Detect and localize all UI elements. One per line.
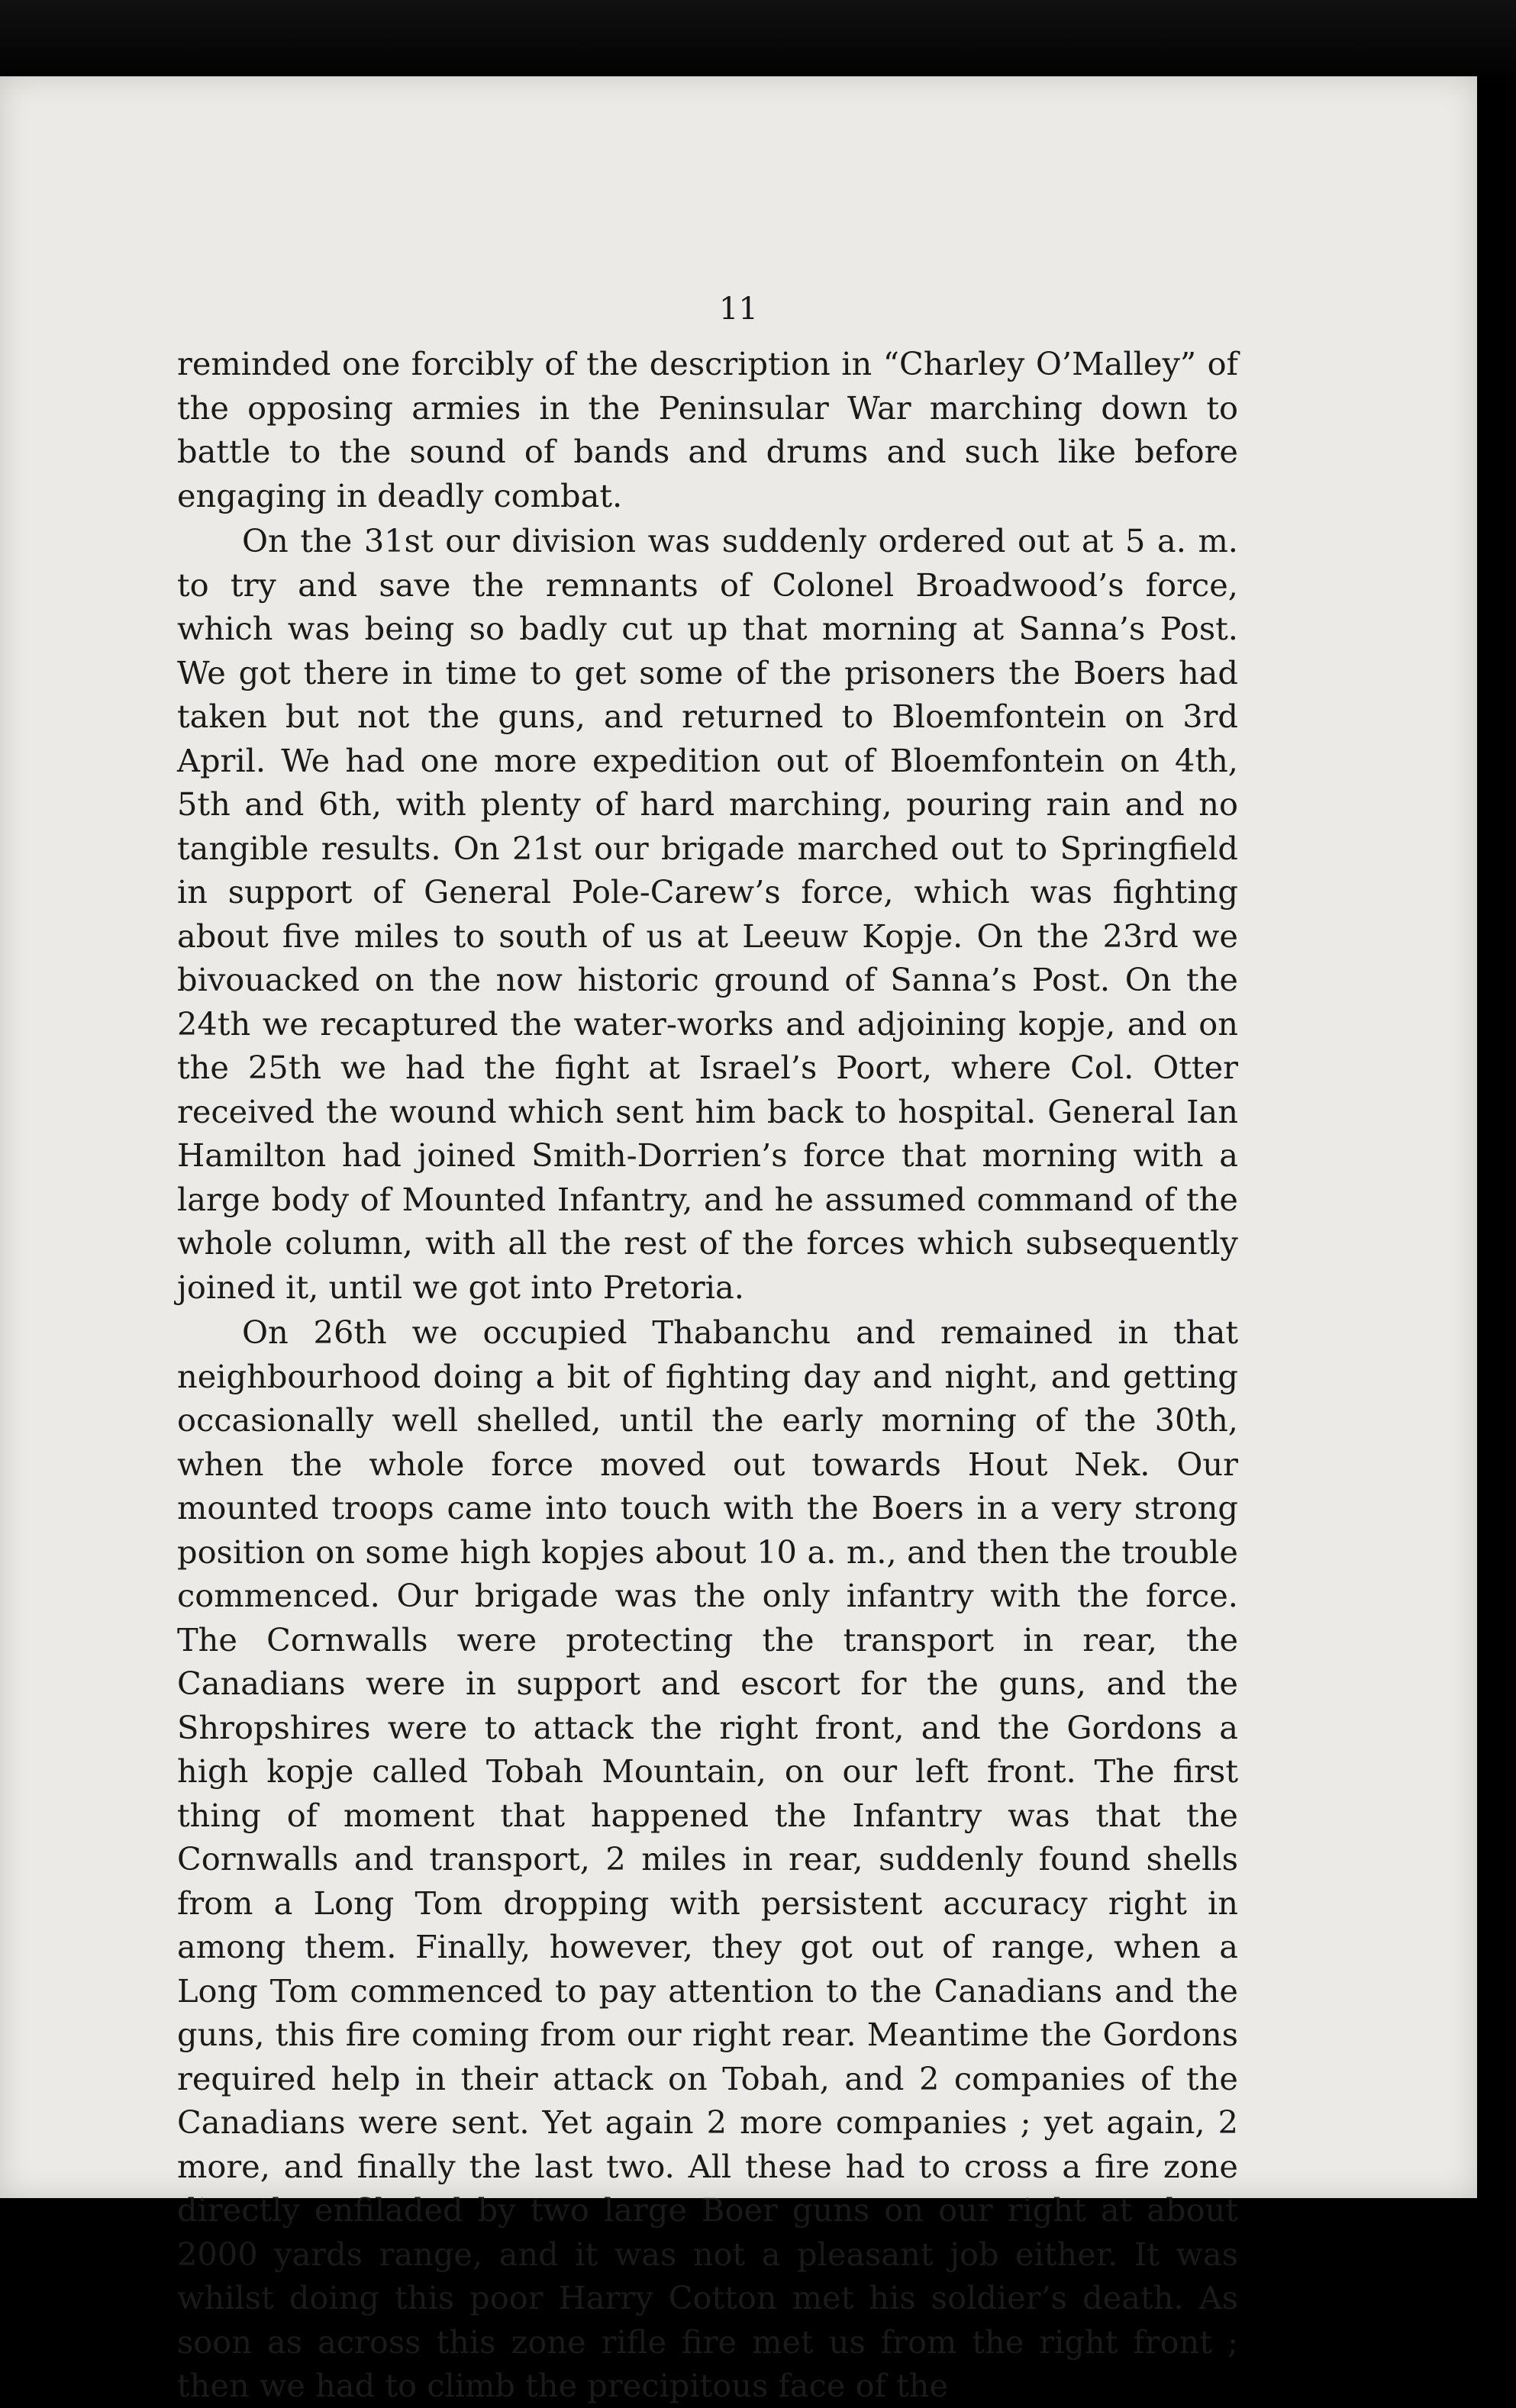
page-number: 11 <box>719 292 758 327</box>
paragraph-march-31: On the 31st our division was suddenly ordered out at 5 a. m. to try and save the remnants of Colonel Broadwood’s force, which was being so badly cut up that morning at Sanna’s Post. We got there in time to get some of the prisoners the Boers had taken but not the guns, and returned to Bloemfontein on 3rd April. We had one more expedition out of Bloemfontein on 4th, 5th and 6th, with plenty of hard marching, pouring rain and no tangible results. On 21st our brigade marched out to Springfield in support of General Pole-Carew’s force, which was fighting about five miles to south of us at Leeuw Kopje. On the 23rd we bivouacked on the now historic ground of Sanna’s Post. On the 24th we recaptured the water-works and adjoining kopje, and on the 25th we had the fight at Israel’s Poort, where Col. Otter received the wound which sent him back to hospital. General Ian Hamilton had joined Smith-Dorrien’s force that morning with a large body of Mounted Infantry, and he assumed command of the whole column, with all the rest of the forces which subsequently joined it, until we got into Pretoria. <box>177 522 1238 1306</box>
paragraph-april-26: On 26th we occupied Thabanchu and remained in that neighbourhood doing a bit of fighting day and night, and getting occasionally well shelled, until the early morning of the 30th, when the whole force moved out towards Hout Nek. Our mounted troops came into touch with the Boers in a very strong position on some high kopjes about 10 a. m., and then the trouble commenced. Our brigade was the only infantry with the force. The Cornwalls were protecting the transport in rear, the Canadians were in support and escort for the guns, and the Shropshires were to attack the right front, and the Gordons a high kopje called Tobah Mountain, on our left front. The first thing of moment that happened the Infantry was that the Cornwalls and transport, 2 miles in rear, suddenly found shells from a Long Tom dropping with persistent accuracy right in among them. Finally, however, they got out of range, when a Long Tom commenced to pay attention to the Canadians and the guns, this fire coming from our right rear. Meantime the Gordons required help in their attack on Tobah, and 2 companies of the Canadians were sent. Yet again 2 more companies ; yet again, 2 more, and finally the last two. All these had to cross a fire zone directly enfiladed by two large Boer guns on our right at about 2000 yards range, and it was not a pleasant job either. It was whilst doing this poor Harry Cotton met his soldier’s death. As soon as across this zone rifle fire met us from the right front ; then we had to climb the precipitous face of the <box>177 1314 1238 2404</box>
body-text <box>177 342 1238 2408</box>
scan-border <box>0 0 1516 84</box>
paragraph-continued: reminded one forcibly of the description in “Charley O’Malley” of the opposing armies in the Peninsular War marching down to battle to the sound of bands and drums and such like before engaging in deadly combat. <box>177 345 1238 514</box>
book-page <box>0 76 1477 2404</box>
